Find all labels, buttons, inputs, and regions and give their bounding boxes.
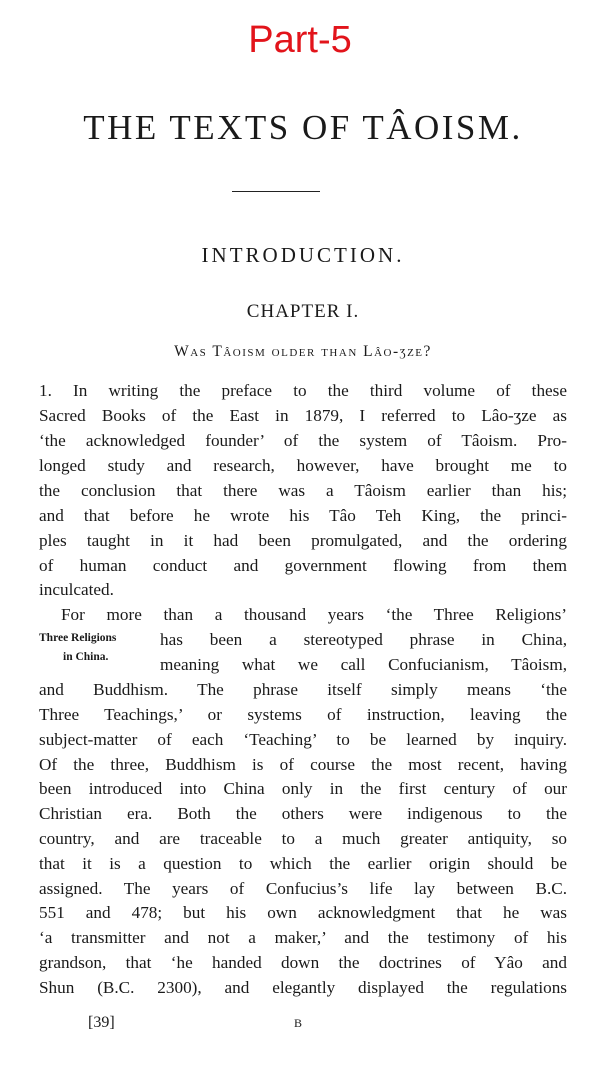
title-divider: [232, 191, 320, 192]
text-line: longed study and research, however, have brought me to: [39, 456, 567, 475]
text-line: ‘a transmitter and not a maker,’ and the testimony of his: [39, 928, 567, 947]
text-line: grandson, that ‘he handed down the doctrines of Yâo and: [39, 953, 567, 972]
text-line: subject-matter of each ‘Teaching’ to be learned by inquiry.: [39, 730, 567, 749]
text-line: Sacred Books of the East in 1879, I referred to Lâo-ʒze as: [39, 406, 567, 425]
section-title: INTRODUCTION.: [201, 243, 405, 267]
text-line: has been a stereotyped phrase in China,: [160, 630, 567, 649]
text-line: the conclusion that there was a Tâoism earlier than his;: [39, 481, 567, 500]
signature-mark: B: [294, 1016, 303, 1030]
text-line: 551 and 478; but his own acknowledgment that he was: [39, 903, 567, 922]
text-line: and that before he wrote his Tâo Teh King, the princi-: [39, 506, 567, 525]
text-line: and Buddhism. The phrase itself simply means ‘the: [39, 680, 567, 699]
text-line: assigned. The years of Confucius’s life lay between B.C.: [39, 879, 567, 898]
text-line: Shun (B.C. 2300), and elegantly displayed the regulations: [39, 978, 567, 997]
part-label: Part-5: [248, 19, 352, 61]
text-line: of human conduct and government flowing from them: [39, 556, 567, 575]
chapter-title: CHAPTER I.: [246, 301, 360, 322]
book-title: THE TEXTS OF TÂOISM.: [83, 108, 523, 147]
text-line: been introduced into China only in the first century of our: [39, 779, 567, 798]
text-line: that it is a question to which the earlier origin should be: [39, 854, 567, 873]
text-line: Three Teachings,’ or systems of instruction, leaving the: [39, 705, 567, 724]
page-number: [39]: [88, 1014, 115, 1031]
text-line: ‘the acknowledged founder’ of the system of Tâoism. Pro-: [39, 431, 567, 450]
chapter-subtitle: Was Tâoism older than Lâo-ʒze?: [174, 343, 432, 360]
text-line: Christian era. Both the others were indigenous to the: [39, 804, 567, 823]
text-line: ples taught in it had been promulgated, and the ordering: [39, 531, 567, 550]
margin-note-line-1: Three Religions: [39, 632, 117, 644]
text-line: 1. In writing the preface to the third volume of these: [39, 381, 567, 400]
text-line: meaning what we call Confucianism, Tâoism,: [160, 655, 567, 674]
text-line: inculcated.: [39, 580, 114, 599]
text-line: Of the three, Buddhism is of course the most recent, having: [39, 755, 567, 774]
text-line: For more than a thousand years ‘the Three Religions’: [61, 605, 567, 624]
margin-note-line-2: in China.: [63, 651, 109, 663]
text-line: country, and are traceable to a much greater antiquity, so: [39, 829, 567, 848]
